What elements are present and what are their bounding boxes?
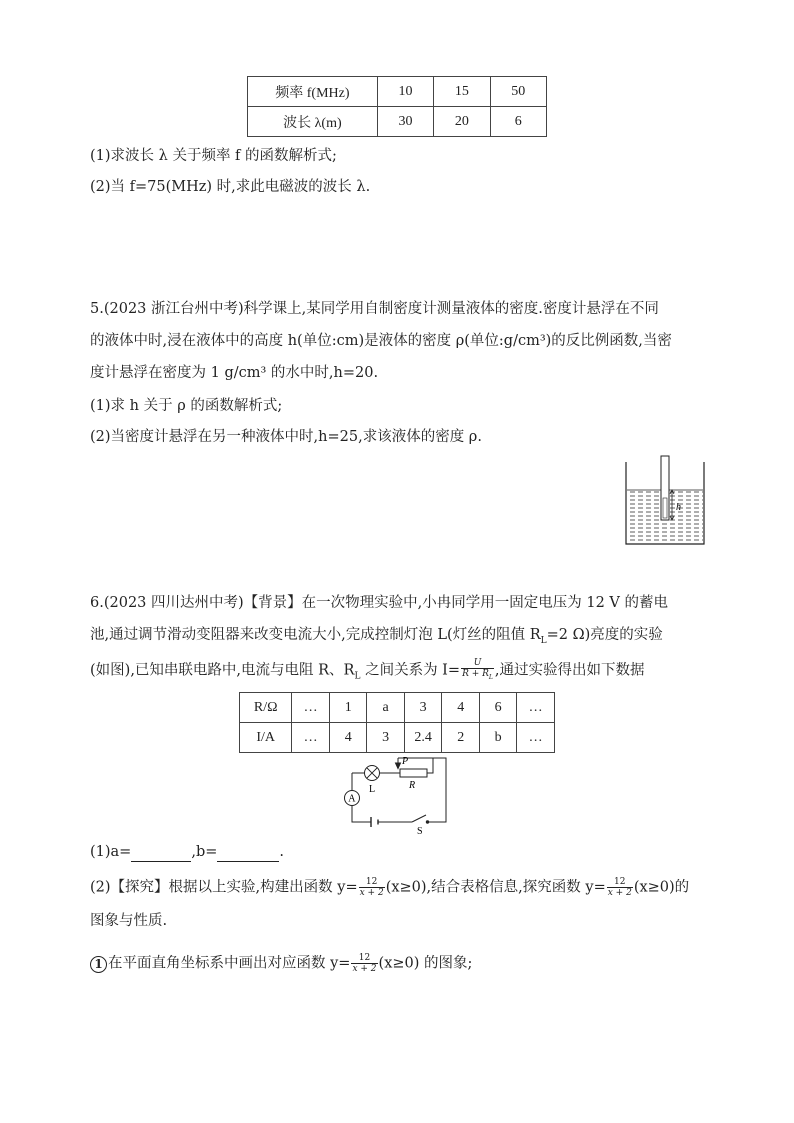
question-6-line-1: 6.(2023 四川达州中考)【背景】在一次物理实验中,小冉同学用一固定电压为 12 V 的蓄电 — [90, 595, 669, 611]
text: ,b= — [191, 844, 218, 860]
question-6-line-2 — [90, 625, 663, 651]
text: R + R — [462, 669, 489, 679]
function-fraction — [359, 877, 385, 898]
subscript: L — [354, 671, 361, 682]
question-5-line-3: 度计悬浮在密度为 1 g/cm³ 的水中时,h=20. — [90, 365, 379, 381]
question-6-part-2-line-2: 图象与性质. — [90, 913, 168, 929]
text: (x≥0)的 — [633, 879, 690, 896]
question-4-part-2: (2)当 f=75(MHz) 时,求此电磁波的波长 λ. — [90, 179, 371, 195]
table-cell: b — [479, 723, 516, 753]
fraction-denominator: x + 2 — [607, 888, 632, 898]
question-5-part-2: (2)当密度计悬浮在另一种液体中时,h=25,求该液体的密度 ρ. — [90, 429, 482, 445]
table-row — [248, 107, 547, 137]
question-5-line-2: 的液体中时,浸在液体中的高度 h(单位:cm)是液体的密度 ρ(单位:g/cm³)的反比例函数,当密 — [90, 333, 672, 349]
answer-blank-b[interactable] — [217, 845, 279, 862]
table-cell: 频率 f(MHz) — [248, 77, 378, 107]
table-cell: 30 — [377, 107, 433, 137]
hydrometer-figure — [622, 454, 710, 548]
slider-label: P — [402, 756, 409, 767]
text: ,通过实验得出如下数据 — [494, 662, 645, 679]
function-fraction — [351, 953, 377, 974]
table-cell: … — [292, 693, 330, 723]
table-cell: 2.4 — [404, 723, 442, 753]
text: (2)【探究】根据以上实验,构建出函数 y= — [90, 879, 358, 896]
question-6-part-1 — [90, 842, 284, 862]
table-cell: 6 — [479, 693, 516, 723]
fraction-denominator: x + 2 — [359, 888, 384, 898]
question-6-line-3 — [90, 658, 645, 686]
switch-label: S — [417, 826, 423, 837]
circled-number: 1 — [90, 956, 107, 973]
circuit-diagram — [336, 752, 456, 838]
question-4-part-1: (1)求波长 λ 关于频率 f 的函数解析式; — [90, 148, 337, 164]
text: =2 Ω)亮度的实验 — [546, 627, 663, 643]
table-cell: 6 — [490, 107, 546, 137]
text: 在平面直角坐标系中画出对应函数 y= — [108, 955, 351, 972]
table-row — [240, 693, 555, 723]
frequency-wavelength-table — [247, 76, 547, 137]
answer-blank-a[interactable] — [131, 845, 191, 862]
text: (x≥0) 的图象; — [378, 955, 473, 972]
fraction-numerator: 12 — [351, 953, 377, 964]
ammeter-label: A — [348, 793, 356, 805]
text: (如图),已知串联电路中,电流与电阻 R、R — [90, 662, 355, 679]
question-5-part-1: (1)求 h 关于 ρ 的函数解析式; — [90, 398, 283, 414]
table-cell: 4 — [329, 723, 366, 753]
table-cell: a — [367, 693, 404, 723]
height-label: h — [676, 502, 681, 513]
text: . — [279, 844, 284, 860]
table-cell: 15 — [434, 77, 490, 107]
table-cell: 4 — [442, 693, 479, 723]
text: (1)a= — [90, 844, 132, 860]
table-cell: 3 — [367, 723, 404, 753]
table-row — [248, 77, 547, 107]
table-cell: I/A — [240, 723, 292, 753]
question-5-line-1: 5.(2023 浙江台州中考)科学课上,某同学用自制密度计测量液体的密度.密度计悬浮在不同 — [90, 301, 659, 317]
rheostat-label: R — [409, 780, 416, 791]
question-6-part-2 — [90, 877, 689, 898]
fraction-denominator: x + 2 — [352, 964, 377, 974]
text: (x≥0),结合表格信息,探究函数 y= — [385, 879, 606, 896]
function-fraction — [607, 877, 633, 898]
fraction-denominator — [461, 669, 494, 683]
subscript: L — [540, 635, 547, 646]
fraction-numerator: 12 — [607, 877, 633, 888]
table-cell: … — [517, 723, 555, 753]
text: 池,通过调节滑动变阻器来改变电流大小,完成控制灯泡 L(灯丝的阻值 R — [90, 627, 541, 643]
table-cell: 1 — [329, 693, 366, 723]
table-cell: 20 — [434, 107, 490, 137]
lamp-label: L — [369, 784, 376, 795]
fraction-numerator: U — [461, 658, 494, 669]
table-cell: 2 — [442, 723, 479, 753]
question-6-step-1 — [90, 953, 472, 974]
table-cell: 波长 λ(m) — [248, 107, 378, 137]
text: 之间关系为 I= — [360, 662, 461, 679]
table-cell: 10 — [377, 77, 433, 107]
fraction-numerator: 12 — [359, 877, 385, 888]
table-cell: … — [292, 723, 330, 753]
subscript: L — [488, 673, 493, 681]
table-cell: R/Ω — [240, 693, 292, 723]
resistance-current-table — [239, 692, 555, 753]
table-cell: 50 — [490, 77, 546, 107]
table-cell: 3 — [404, 693, 442, 723]
table-cell: … — [517, 693, 555, 723]
current-formula-fraction — [461, 658, 494, 683]
table-row — [240, 723, 555, 753]
